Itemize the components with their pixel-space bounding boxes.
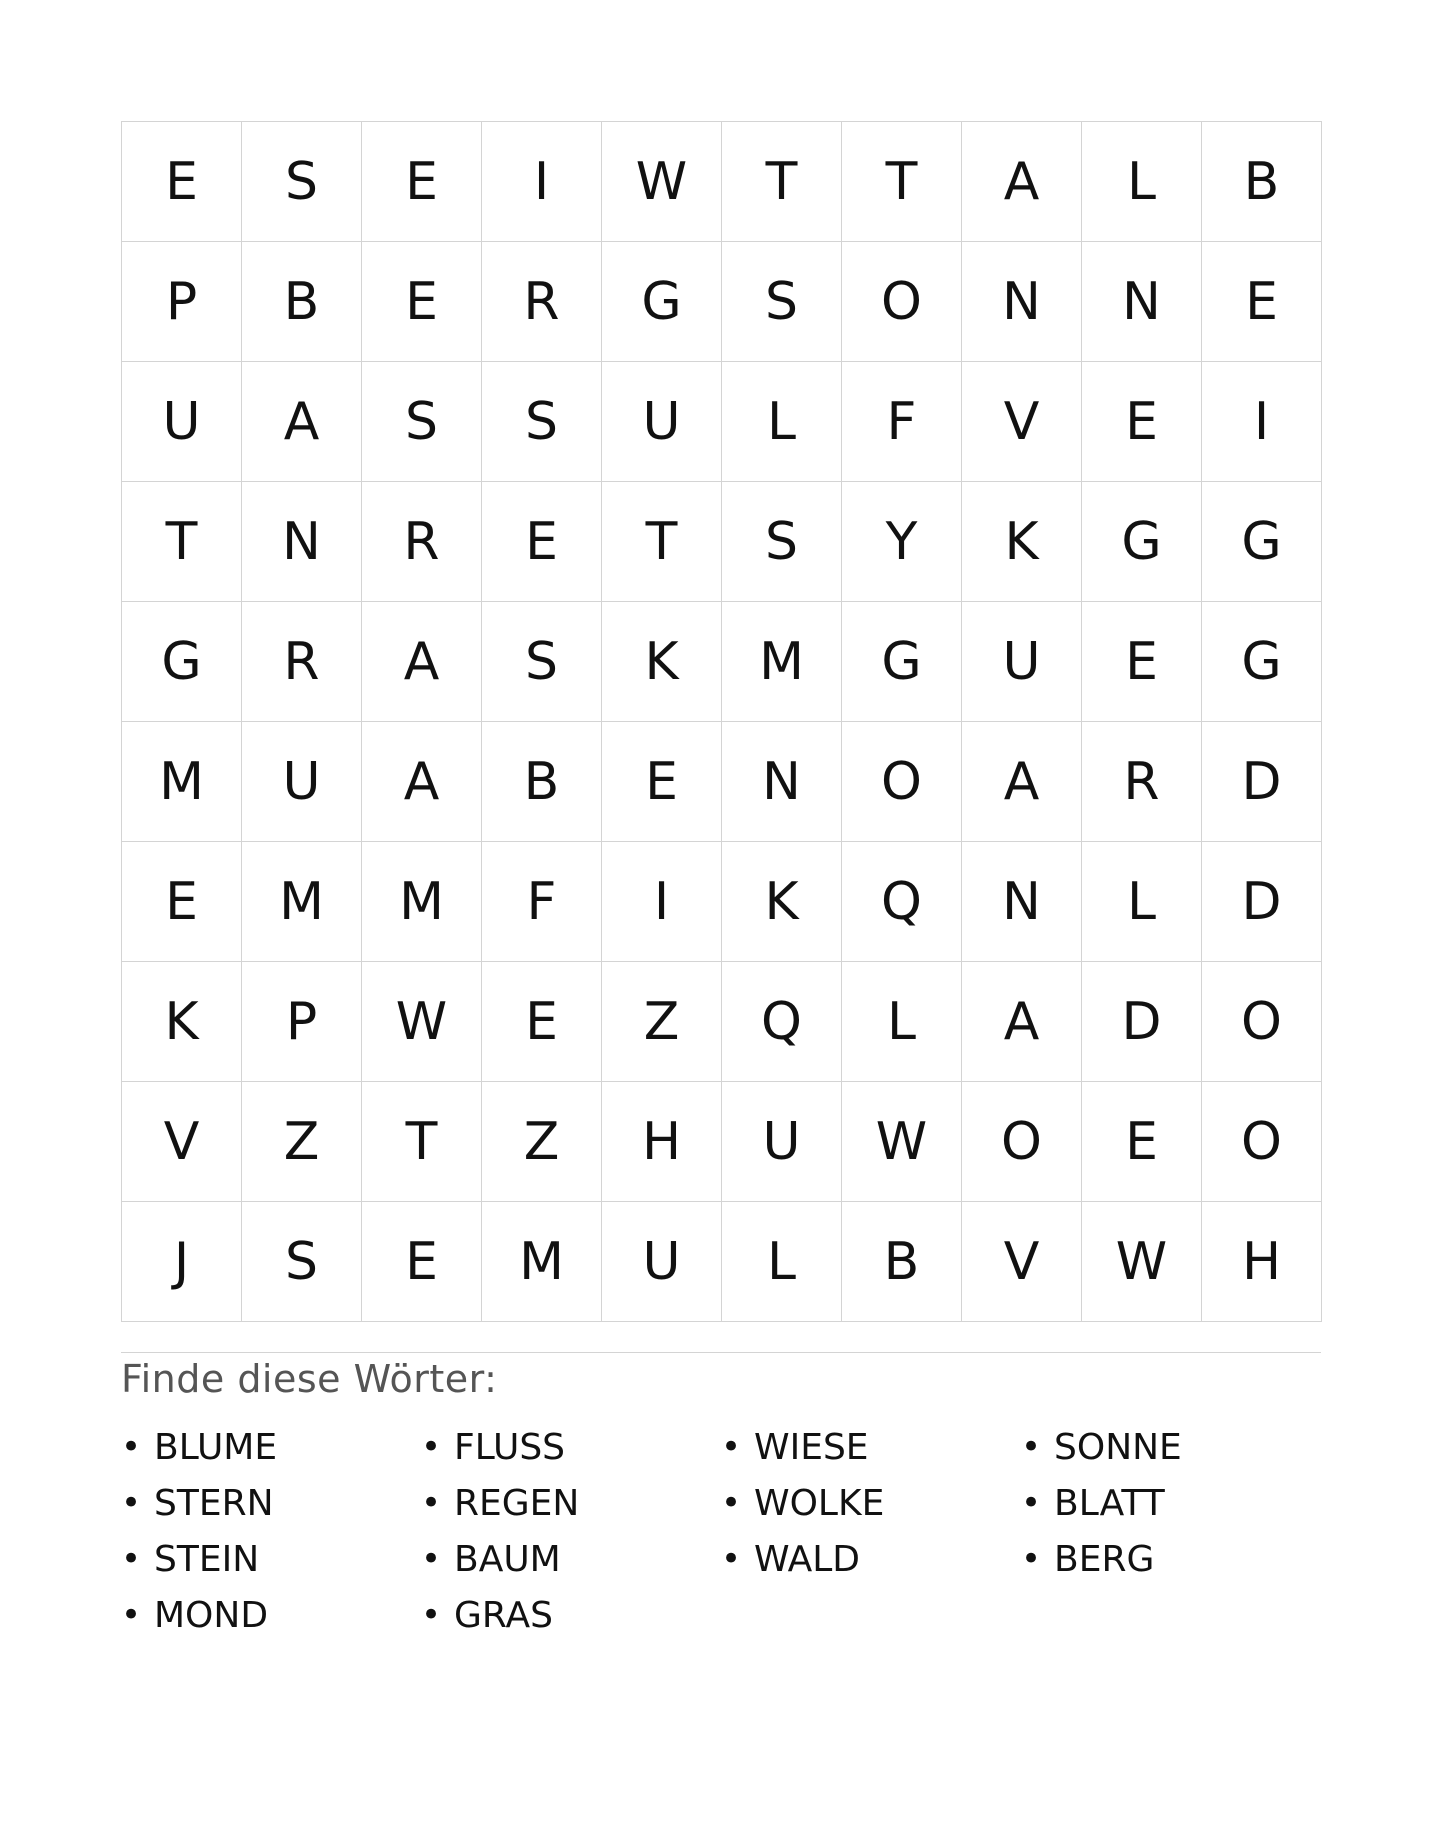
word-list-item: [121, 1587, 421, 1643]
grid-cell[interactable]: G: [122, 602, 242, 722]
grid-cell[interactable]: E: [362, 1202, 482, 1322]
bullet-icon: •: [421, 1539, 442, 1579]
grid-cell[interactable]: O: [1202, 962, 1322, 1082]
grid-cell[interactable]: Q: [722, 962, 842, 1082]
grid-cell[interactable]: D: [1202, 842, 1322, 962]
grid-cell[interactable]: Z: [482, 1082, 602, 1202]
grid-cell[interactable]: A: [362, 722, 482, 842]
word-label: BERG: [1054, 1538, 1155, 1580]
grid-cell[interactable]: T: [722, 122, 842, 242]
bullet-icon: •: [421, 1427, 442, 1467]
grid-cell[interactable]: U: [602, 362, 722, 482]
bullet-icon: •: [421, 1595, 442, 1635]
grid-cell[interactable]: R: [1082, 722, 1202, 842]
grid-cell[interactable]: T: [362, 1082, 482, 1202]
word-label: STEIN: [154, 1538, 260, 1580]
grid-cell[interactable]: E: [122, 122, 242, 242]
grid-cell[interactable]: V: [962, 362, 1082, 482]
grid-cell[interactable]: S: [362, 362, 482, 482]
grid-cell[interactable]: B: [242, 242, 362, 362]
grid-cell[interactable]: N: [1082, 242, 1202, 362]
word-search-puzzle: [121, 121, 1321, 1643]
grid-cell[interactable]: K: [122, 962, 242, 1082]
word-list-item: [1021, 1531, 1321, 1587]
grid-cell[interactable]: O: [842, 722, 962, 842]
grid-cell[interactable]: L: [1082, 122, 1202, 242]
word-list-heading: Finde diese Wörter:: [121, 1357, 498, 1401]
word-label: WIESE: [754, 1426, 869, 1468]
word-label: BAUM: [454, 1538, 561, 1580]
grid-cell[interactable]: F: [842, 362, 962, 482]
grid-cell[interactable]: B: [482, 722, 602, 842]
grid-cell[interactable]: V: [962, 1202, 1082, 1322]
grid-cell[interactable]: A: [962, 122, 1082, 242]
grid-cell[interactable]: R: [362, 482, 482, 602]
bullet-icon: •: [1021, 1483, 1042, 1523]
grid-cell[interactable]: G: [602, 242, 722, 362]
bullet-icon: •: [121, 1539, 142, 1579]
grid-cell[interactable]: K: [962, 482, 1082, 602]
word-list-item: [721, 1531, 1021, 1587]
grid-cell[interactable]: E: [602, 722, 722, 842]
grid-cell[interactable]: M: [122, 722, 242, 842]
grid-cell[interactable]: S: [482, 362, 602, 482]
grid-cell[interactable]: E: [362, 242, 482, 362]
grid-cell[interactable]: Z: [602, 962, 722, 1082]
grid-cell[interactable]: J: [122, 1202, 242, 1322]
letter-grid: [121, 121, 1322, 1322]
divider: [121, 1352, 1321, 1353]
grid-cell[interactable]: V: [122, 1082, 242, 1202]
grid-cell[interactable]: M: [722, 602, 842, 722]
bullet-icon: •: [721, 1483, 742, 1523]
grid-cell[interactable]: O: [962, 1082, 1082, 1202]
grid-cell[interactable]: U: [122, 362, 242, 482]
grid-cell[interactable]: E: [1202, 242, 1322, 362]
grid-cell[interactable]: N: [722, 722, 842, 842]
bullet-icon: •: [721, 1427, 742, 1467]
grid-cell[interactable]: M: [242, 842, 362, 962]
grid-cell[interactable]: Y: [842, 482, 962, 602]
bullet-icon: •: [721, 1539, 742, 1579]
word-list-item: [421, 1587, 721, 1643]
grid-cell[interactable]: B: [842, 1202, 962, 1322]
grid-cell[interactable]: E: [1082, 362, 1202, 482]
grid-cell[interactable]: P: [122, 242, 242, 362]
grid-cell[interactable]: G: [1202, 482, 1322, 602]
grid-cell[interactable]: Z: [242, 1082, 362, 1202]
word-list-item: [121, 1531, 421, 1587]
word-list-item: [421, 1531, 721, 1587]
bullet-icon: •: [121, 1427, 142, 1467]
grid-cell[interactable]: E: [482, 962, 602, 1082]
word-label: GRAS: [454, 1594, 553, 1636]
grid-cell[interactable]: W: [602, 122, 722, 242]
bullet-icon: •: [1021, 1539, 1042, 1579]
grid-cell[interactable]: U: [602, 1202, 722, 1322]
grid-cell[interactable]: L: [842, 962, 962, 1082]
grid-cell[interactable]: G: [1082, 482, 1202, 602]
word-label: WOLKE: [754, 1482, 885, 1524]
word-list-item: [721, 1419, 1021, 1475]
grid-cell[interactable]: I: [1202, 362, 1322, 482]
grid-cell[interactable]: D: [1082, 962, 1202, 1082]
grid-cell[interactable]: P: [242, 962, 362, 1082]
grid-cell[interactable]: T: [602, 482, 722, 602]
word-label: MOND: [154, 1594, 269, 1636]
grid-cell[interactable]: G: [842, 602, 962, 722]
word-list: [121, 1419, 1321, 1643]
grid-cell[interactable]: L: [722, 1202, 842, 1322]
word-list-item: [1021, 1419, 1321, 1475]
word-label: SONNE: [1054, 1426, 1182, 1468]
word-list-item: [421, 1475, 721, 1531]
grid-cell[interactable]: E: [1082, 602, 1202, 722]
word-list-item: [421, 1419, 721, 1475]
grid-cell[interactable]: K: [602, 602, 722, 722]
grid-cell[interactable]: Q: [842, 842, 962, 962]
grid-cell[interactable]: H: [1202, 1202, 1322, 1322]
word-label: FLUSS: [454, 1426, 566, 1468]
bullet-icon: •: [1021, 1427, 1042, 1467]
word-label: BLATT: [1054, 1482, 1165, 1524]
grid-cell[interactable]: E: [362, 122, 482, 242]
grid-cell[interactable]: S: [722, 242, 842, 362]
grid-cell[interactable]: D: [1202, 722, 1322, 842]
grid-cell[interactable]: A: [962, 962, 1082, 1082]
grid-cell[interactable]: N: [242, 482, 362, 602]
grid-cell[interactable]: G: [1202, 602, 1322, 722]
grid-cell[interactable]: L: [1082, 842, 1202, 962]
grid-cell[interactable]: B: [1202, 122, 1322, 242]
bullet-icon: •: [421, 1483, 442, 1523]
grid-cell[interactable]: O: [1202, 1082, 1322, 1202]
grid-cell[interactable]: T: [842, 122, 962, 242]
grid-cell[interactable]: S: [482, 602, 602, 722]
grid-cell[interactable]: U: [962, 602, 1082, 722]
grid-cell[interactable]: M: [482, 1202, 602, 1322]
grid-cell[interactable]: F: [482, 842, 602, 962]
grid-cell[interactable]: S: [242, 1202, 362, 1322]
bullet-icon: •: [121, 1483, 142, 1523]
grid-cell[interactable]: E: [1082, 1082, 1202, 1202]
grid-cell[interactable]: W: [362, 962, 482, 1082]
word-list-item: [121, 1475, 421, 1531]
word-list-item: [121, 1419, 421, 1475]
grid-cell[interactable]: T: [122, 482, 242, 602]
grid-cell[interactable]: R: [242, 602, 362, 722]
grid-cell[interactable]: O: [842, 242, 962, 362]
word-label: BLUME: [154, 1426, 278, 1468]
grid-cell[interactable]: A: [362, 602, 482, 722]
grid-cell[interactable]: W: [842, 1082, 962, 1202]
grid-cell[interactable]: A: [962, 722, 1082, 842]
grid-cell[interactable]: E: [122, 842, 242, 962]
grid-cell[interactable]: I: [602, 842, 722, 962]
grid-cell[interactable]: M: [362, 842, 482, 962]
bullet-icon: •: [121, 1595, 142, 1635]
grid-cell[interactable]: A: [242, 362, 362, 482]
grid-cell[interactable]: N: [962, 842, 1082, 962]
grid-cell[interactable]: H: [602, 1082, 722, 1202]
word-list-item: [1021, 1475, 1321, 1531]
grid-cell[interactable]: R: [482, 242, 602, 362]
word-label: WALD: [754, 1538, 861, 1580]
word-label: REGEN: [454, 1482, 580, 1524]
word-label: STERN: [154, 1482, 274, 1524]
grid-cell[interactable]: S: [722, 482, 842, 602]
grid-cell[interactable]: L: [722, 362, 842, 482]
grid-cell[interactable]: E: [482, 482, 602, 602]
grid-cell[interactable]: N: [962, 242, 1082, 362]
grid-cell[interactable]: U: [242, 722, 362, 842]
grid-cell[interactable]: K: [722, 842, 842, 962]
grid-cell[interactable]: S: [242, 122, 362, 242]
grid-cell[interactable]: U: [722, 1082, 842, 1202]
word-list-item: [721, 1475, 1021, 1531]
grid-cell[interactable]: W: [1082, 1202, 1202, 1322]
grid-cell[interactable]: I: [482, 122, 602, 242]
